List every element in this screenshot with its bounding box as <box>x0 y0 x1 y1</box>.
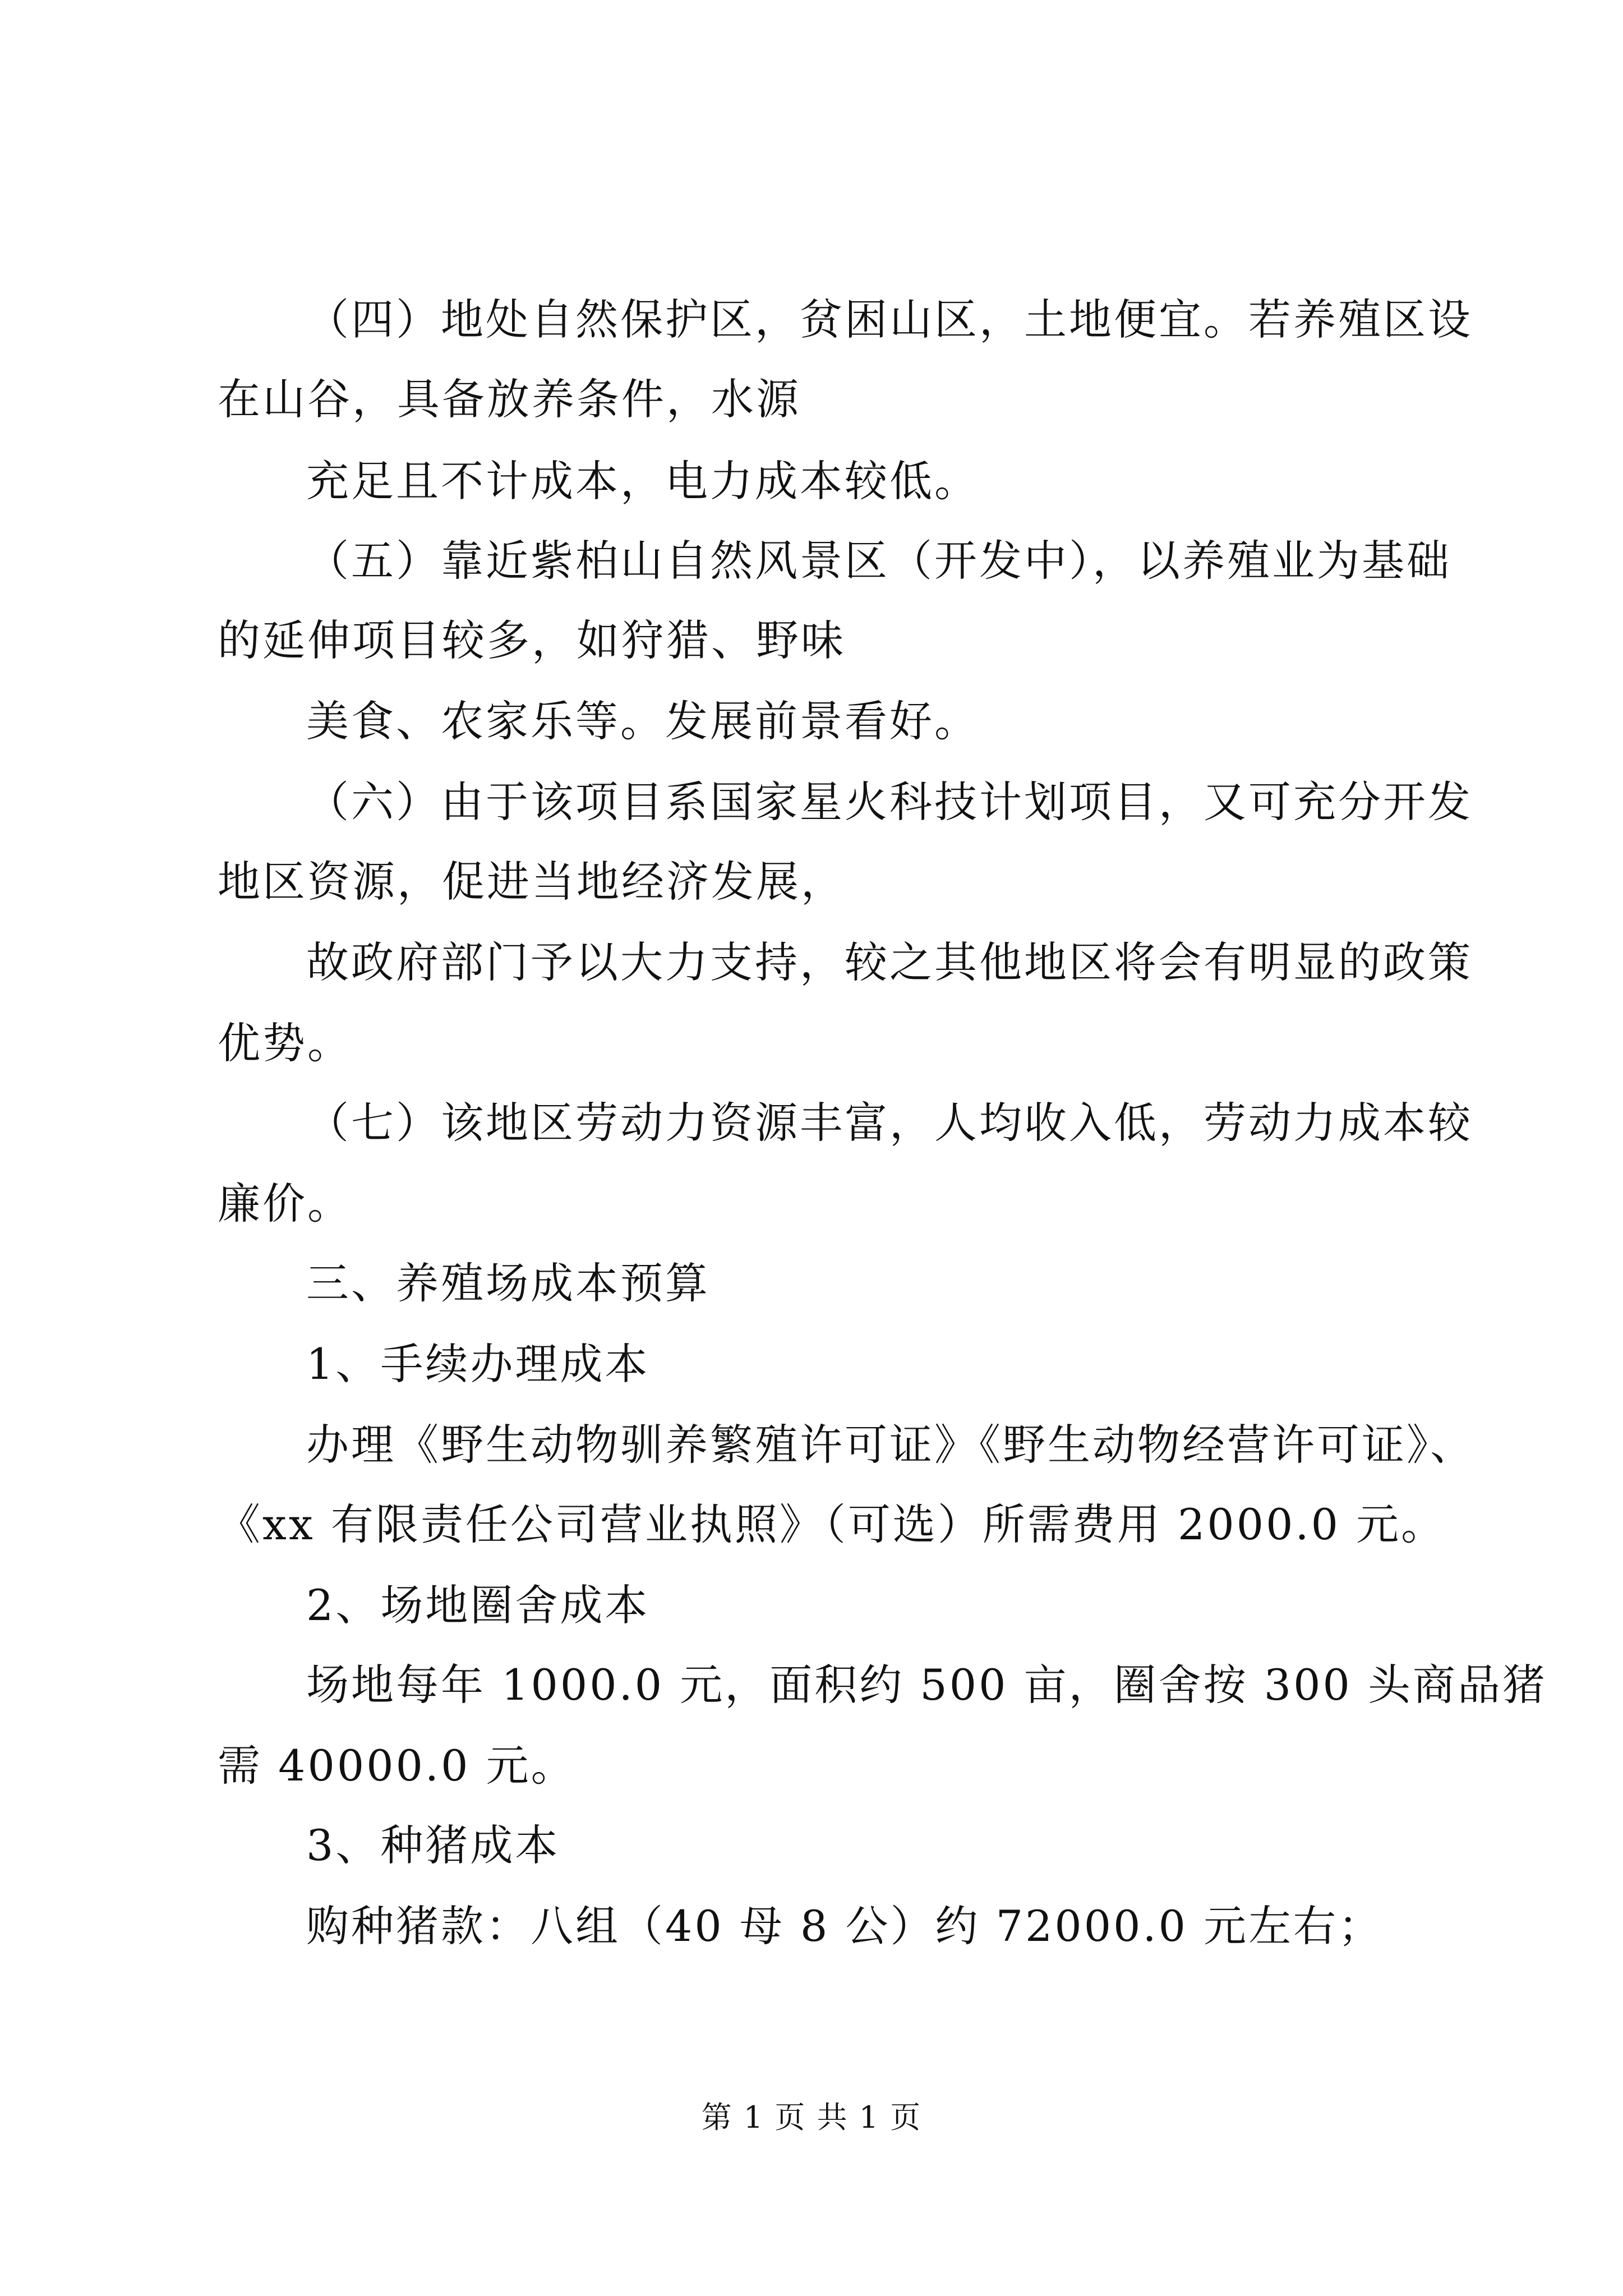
text-line: （七）该地区劳动力资源丰富，人均收入低，劳动力成本较 <box>306 1098 1473 1148</box>
text-line: 美食、农家乐等。发展前景看好。 <box>306 696 979 746</box>
text-line: （五）靠近紫柏山自然风景区（开发中），以养殖业为基础 <box>306 536 1451 586</box>
section-heading: 三、养殖场成本预算 <box>306 1258 710 1308</box>
subsection-heading: 2、场地圈舍成本 <box>306 1580 650 1630</box>
text-line: 地区资源，促进当地经济发展， <box>218 857 846 907</box>
subsection-heading: 1、手续办理成本 <box>306 1339 650 1389</box>
text-line: 的延伸项目较多，如狩猎、野味 <box>218 615 846 665</box>
text-line: 优势。 <box>218 1018 352 1068</box>
text-line: 需 40000.0 元。 <box>218 1741 576 1791</box>
text-line: （四）地处自然保护区，贫困山区，土地便宜。若养殖区设 <box>306 295 1473 344</box>
text-line: 充足且不计成本，电力成本较低。 <box>306 456 979 506</box>
text-line: 廉价。 <box>218 1179 352 1228</box>
text-line: 《xx 有限责任公司营业执照》（可选）所需费用 2000.0 元。 <box>218 1499 1446 1549</box>
text-line: 办理《野生动物驯养繁殖许可证》《野生动物经营许可证》、 <box>306 1420 1475 1470</box>
text-line: 场地每年 1000.0 元，面积约 500 亩，圈舍按 300 头商品猪 <box>306 1660 1547 1710</box>
text-line: 购种猪款：八组（40 母 8 公）约 72000.0 元左右； <box>306 1901 1384 1951</box>
text-line: （六）由于该项目系国家星火科技计划项目，又可充分开发 <box>306 777 1473 827</box>
text-line: 故政府部门予以大力支持，较之其他地区将会有明显的政策 <box>306 937 1473 987</box>
text-line: 在山谷，具备放养条件，水源 <box>218 374 801 424</box>
page-number-footer: 第 1 页 共 1 页 <box>701 2100 922 2135</box>
subsection-heading: 3、种猪成本 <box>306 1820 560 1870</box>
